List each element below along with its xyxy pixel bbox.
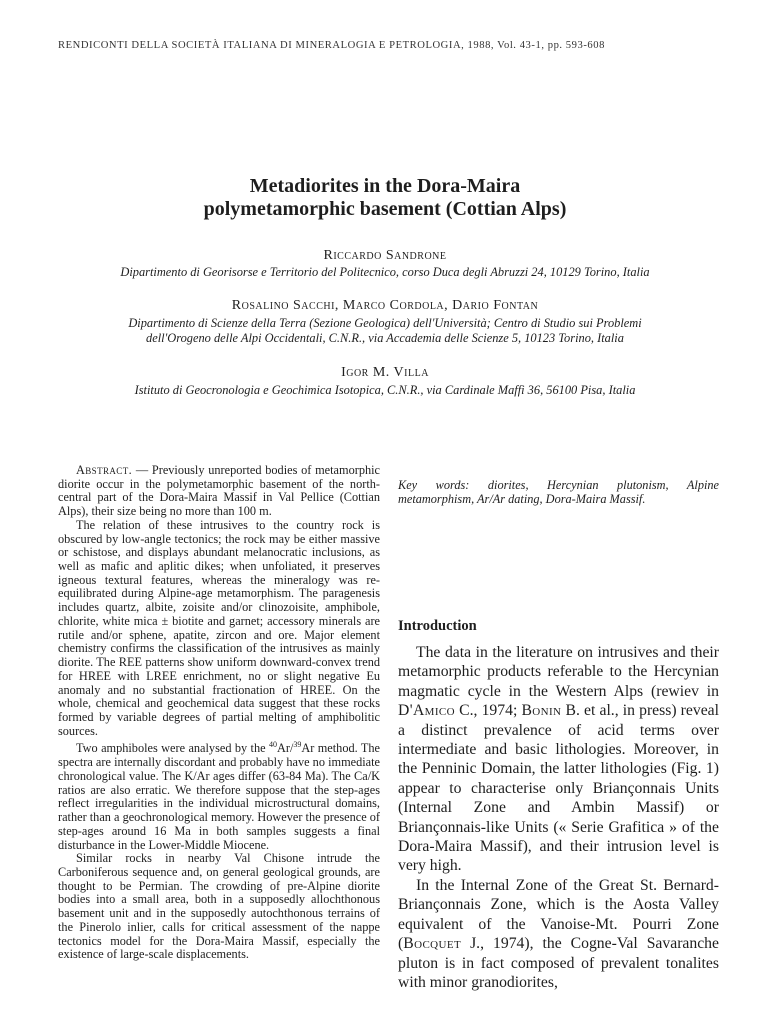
abstract-column	[58, 464, 380, 962]
intro-text-2a: In the Internal Zone of the Great St. Bernard- Briançonnais Zone, which is the Aosta Valley equivalent of the Vanoise-Mt. Pourri Zone (	[398, 876, 719, 953]
isotope-sup-40: 40	[268, 740, 277, 750]
abstract-label: Abstract.	[76, 463, 133, 477]
affiliation-2	[0, 316, 770, 345]
abstract-text-1: — Previously unreported bodies of metamorphic diorite occur in the polymetamorphic basement of the north-central part of the Dora-Maira Massif in Val Pellice (Cottian Alps), their size being no more than 100 m.	[58, 463, 380, 519]
introduction-paragraph-1	[398, 643, 719, 876]
intro-text-1c: B. et al., in press) reveal a distinct prevalence of acid terms over intermediate and basic lithologies. Moreover, in the Penninic Domain, the latter lithologies (Fig. 1) appear to characterise only Briançonnais Units (Internal Zone and Ambin Massif) or Briançonnais-like Units (« Serie Grafitica » of the Dora-Maira Massif), and their intrusion level is very high.	[398, 702, 719, 875]
abstract-text-3a: Two amphiboles were analysed by the	[76, 741, 269, 756]
keywords-label: Key words:	[398, 478, 470, 492]
article-title	[0, 175, 770, 221]
citation-damico: D'Amico	[398, 702, 456, 720]
affiliation-3	[0, 383, 770, 398]
introduction-body	[398, 643, 719, 992]
author-2: Rosalino Sacchi, Marco Cordola, Dario Fontan	[231, 298, 539, 313]
introduction-paragraph-2	[398, 876, 719, 992]
affiliation-3-line-1: Istituto di Geocronologia e Geochimica Isotopica, C.N.R., via Cardinale Maffi 36, 56100 Pisa, Italia	[134, 383, 636, 397]
abstract-paragraph-4: Similar rocks in nearby Val Chisone intrude the Carboniferous sequence and, on general geological grounds, are thought to be Permian. The crowding of pre-Alpine diorite bodies into a small area, both in a supposedly allochthonous basement unit and in the supposedly autochthonous terrains of the Pinerolo inlier, calls for critical assessment of the nappe tectonics model for the Dora-Maira Massif, especially the existence of large-scale displacements.	[58, 851, 380, 962]
abstract-paragraph-1	[58, 464, 380, 519]
title-line-2: polymetamorphic basement (Cottian Alps)	[203, 198, 567, 220]
running-head: RENDICONTI DELLA SOCIETÀ ITALIANA DI MINERALOGIA E PETROLOGIA, 1988, Vol. 43-1, pp. 593-608	[58, 40, 605, 51]
introduction-heading: Introduction	[398, 618, 477, 634]
abstract-paragraph-2: The relation of these intrusives to the country rock is obscured by low-angle tectonics; the rock may be either massive or schistose, and displays abundant melanocratic inclusions, as well as mafic and aplitic dikes; when unfoliated, it preserves igneous textural features, whereas the mineralogy was re-equilibrated during Alpine-age metamorphism. The paragenesis includes quartz, albite, zoisite and/or clinozoisite, amphibole, chlorite, white mica ± biotite and garnet; accessory minerals are rutile and/or sphene, apatite, zircon and ore. Major element chemistry confirms the classification of the intrusives as mainly diorite. The REE patterns show uniform downward-convex trend for HREE with LREE enrichment, no or slight negative Eu anomaly and no substantial fractionation of HREE. On the whole, chemical and geochemical data suggest that these rocks formed by variable degrees of partial melting of amphibolitic sources.	[58, 517, 380, 738]
abstract-text-3c: Ar method. The spectra are internally discordant and probably have no immediate chronological value. The K/Ar ages differ (63-84 Ma). The Ca/K ratios are also erratic. We therefore suppose that the step-ages reflect irregularities in the individual microstructural domains, rather than a geochronological memory. However the presence of step-ages around 16 Ma in both samples suggests a final disturbance in the Lower-Middle Miocene.	[58, 741, 380, 852]
affiliation-2-line-2: dell'Orogeno delle Alpi Occidentali, C.N.R., via Accademia delle Scienze 5, 10123 Torino, Italia	[146, 330, 624, 345]
abstract-text-3b: Ar/	[276, 741, 294, 756]
keywords	[398, 478, 719, 506]
author-3: Igor M. Villa	[341, 365, 429, 380]
affiliation-1	[0, 265, 770, 280]
keywords-text: diorites, Hercynian plutonism, Alpine metamorphism, Ar/Ar dating, Dora-Maira Massif.	[398, 478, 719, 506]
citation-bonin: Bonin	[521, 702, 562, 720]
abstract-paragraph-3	[58, 738, 380, 852]
abstract-column-continued	[398, 469, 719, 506]
intro-text-2b: J., 1974), the Cogne-Val Savaranche pluton is in fact composed of prevalent tonalites with minor granodiorites,	[398, 935, 719, 991]
isotope-sup-39: 39	[293, 740, 302, 750]
affiliation-1-line-1: Dipartimento di Georisorse e Territorio del Politecnico, corso Duca degli Abruzzi 24, 10129 Torino, Italia	[120, 265, 650, 279]
author-1: Riccardo Sandrone	[323, 248, 447, 263]
citation-bocquet: Bocquet	[403, 935, 462, 953]
affiliation-2-line-1: Dipartimento di Scienze della Terra (Sezione Geologica) dell'Università; Centro di Studio sui Problemi	[128, 316, 642, 330]
intro-text-1a: The data in the literature on intrusives and their metamorphic products referable to the Hercynian magmatic cycle in the Western Alps (rewiev in	[398, 644, 719, 700]
intro-text-1b: C., 1974;	[455, 702, 522, 720]
title-line-1: Metadiorites in the Dora-Maira	[249, 175, 521, 197]
